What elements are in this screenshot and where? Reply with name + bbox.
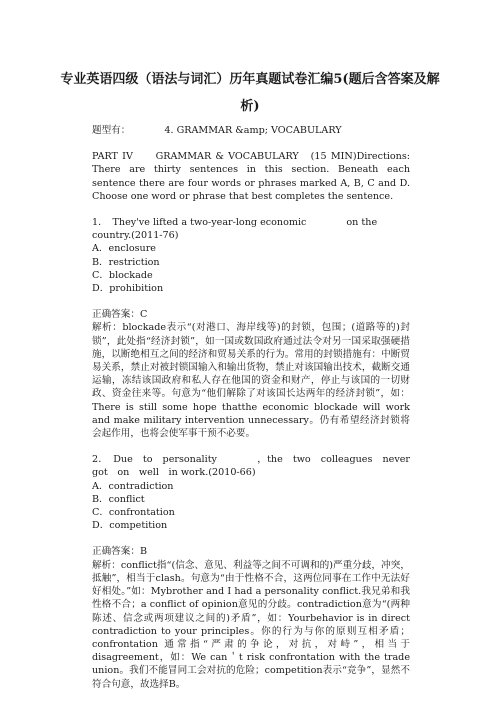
question-1-option-d: D．prohibition bbox=[92, 283, 164, 295]
document-body bbox=[92, 124, 420, 691]
question-type-label: 题型有： bbox=[92, 125, 131, 136]
question-type-value: 4. GRAMMAR &amp; VOCABULARY bbox=[164, 125, 342, 136]
question-1-option-a: A．enclosure bbox=[92, 243, 156, 255]
question-2-explanation: 解析：conflict指“(信念、意见、利益等之间不可调和的)严重分歧，冲突，抵触”，相当于clash。句意为“由于性格不合，这两位同事在工作中无法好好相处。”如：Mybrother and I had a personality conflict.我兄弟和我性格不合；a conflict of opinion意见的分歧。contradiction意为“(两种陈述、信念或两项建议之间的)矛盾”，如：Yourbehavior is in direct contradiction to your principles。你的行为与你的原则互相矛盾；confrontation 通常指“严肃的争论，对抗，对峙”，相当于disagreement，如：We can＇t risk confrontation with the trade union。我们不能冒同工会对抗的危险；competition表示“竞争”，显然不符合句意，故选择B。 bbox=[92, 559, 410, 690]
question-1-option-c: C．blockade bbox=[92, 269, 153, 281]
question-1-answer: 正确答案：C bbox=[92, 309, 148, 321]
title-line-1: 专业英语四级（语法与词汇）历年真题试卷汇编5(题后含答案及解 bbox=[60, 72, 440, 87]
question-1-stem: 1． They've lifted a two-year-long economic on the country.(2011-76) bbox=[92, 217, 378, 242]
question-1-option-b: B．restriction bbox=[92, 256, 160, 268]
document-title bbox=[60, 66, 440, 120]
question-2-stem: 2． Due to personality ，the two colleagues never got on well in work.(2010-66) bbox=[92, 454, 420, 479]
title-line-2: 析) bbox=[240, 99, 260, 114]
part-intro: PART IV GRAMMAR & VOCABULARY (15 MIN)Directions: There are thirty sentences in this section. Beneath each sentence there are four words or phrases marked A, B, C and D. Choose one word or phrase that best completes the sentence. bbox=[92, 151, 410, 202]
question-2-option-a: A．contradiction bbox=[92, 480, 174, 492]
question-2-answer: 正确答案：B bbox=[92, 546, 148, 558]
question-1-explanation: 解析：blockade表示“(对港口、海岸线等)的封锁，包围；(道路等的)封锁”，此处指“经济封锁”，如一国或数国政府通过法令对另一国采取强硬措施，以断绝相互之间的经济和贸易关系的行为。常用的封锁措施有：中断贸易关系，禁止对被封锁国输入和输出货物，禁止对该国输出技术，截断交通运输，冻结该国政府和私人存在他国的资金和财产，停止与该国的一切财政、资金往来等。句意为“他们解除了对该国长达两年的经济封锁”，如：There is still some hope thatthe economic blockade will work and make military intervention unnecessary。仍有希望经济封锁将会起作用，也将会使军事干预不必要。 bbox=[92, 322, 410, 440]
question-2-option-c: C．confrontation bbox=[92, 507, 175, 519]
question-type-line bbox=[92, 124, 410, 137]
question-2-option-b: B．conflict bbox=[92, 493, 145, 505]
question-2-option-d: D．competition bbox=[92, 520, 168, 532]
